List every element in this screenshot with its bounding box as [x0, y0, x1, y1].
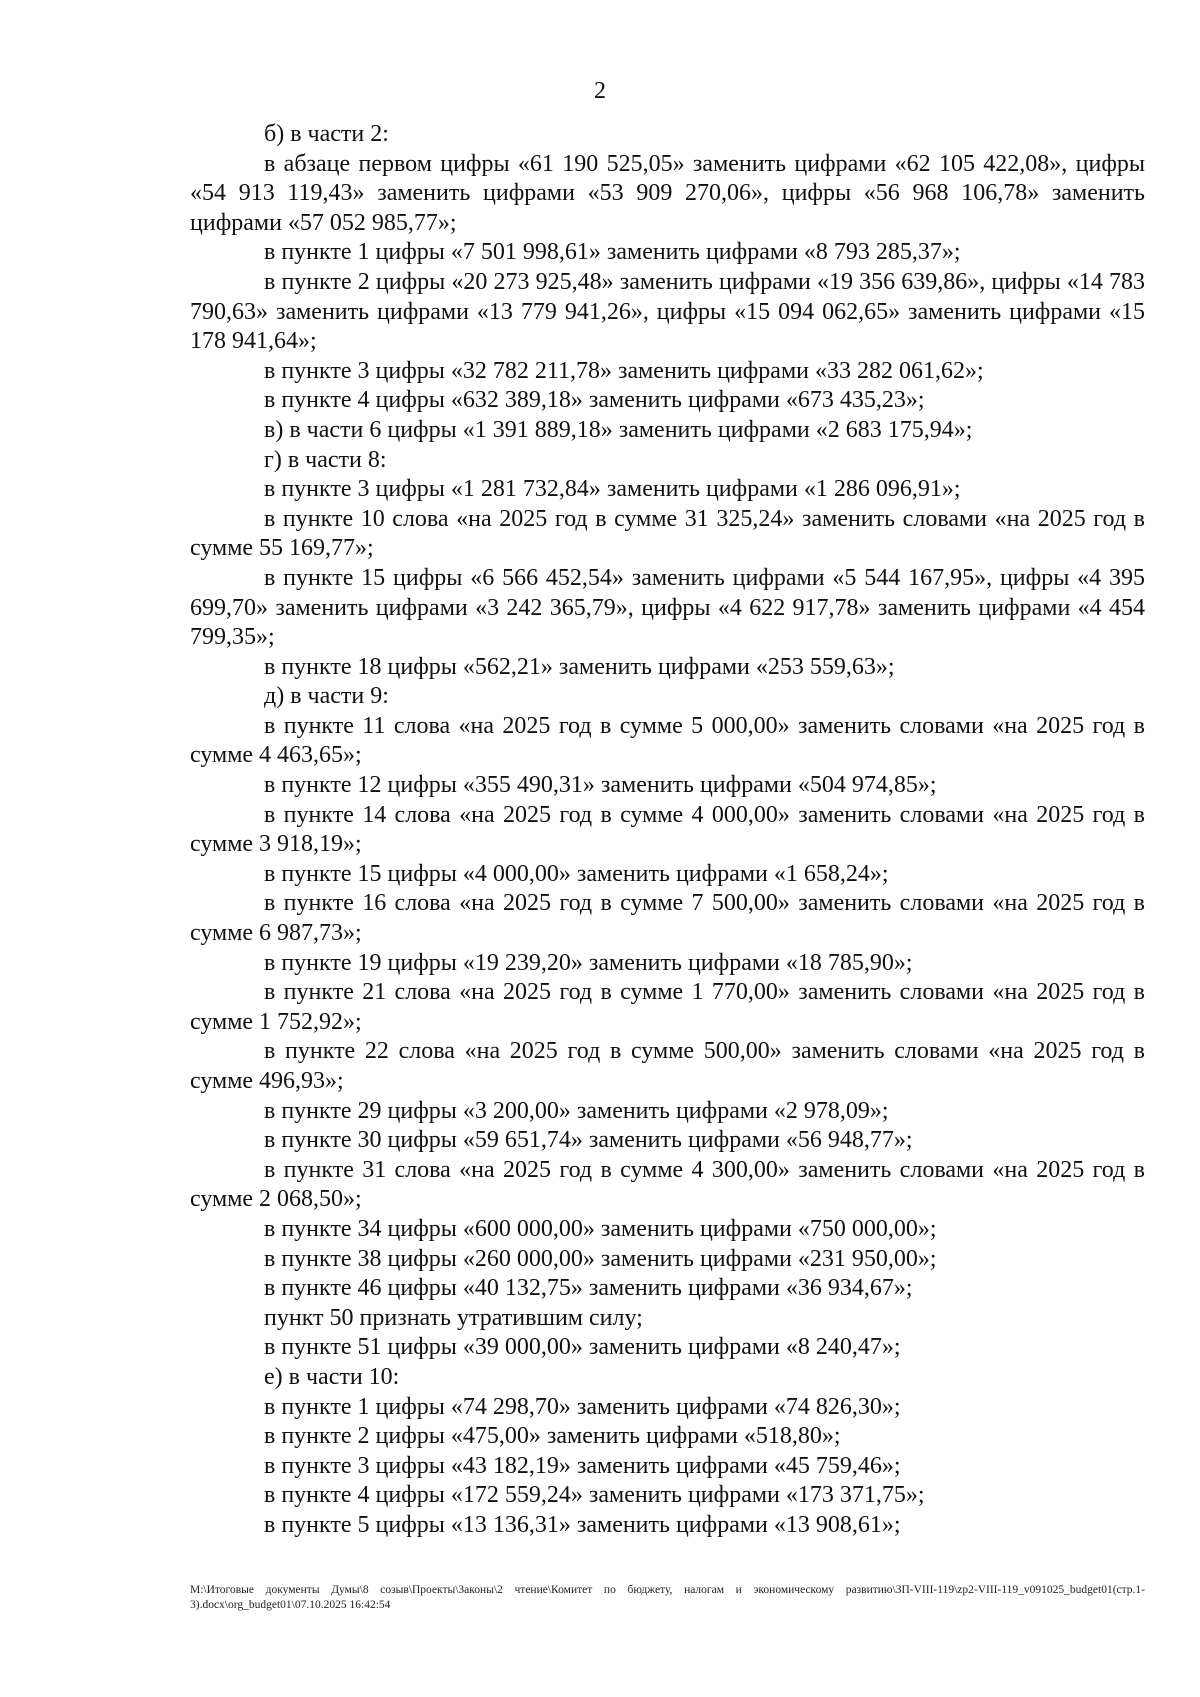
paragraph: б) в части 2:: [264, 121, 389, 147]
paragraph: в абзаце первом цифры «61 190 525,05» заменить цифрами «62 105 422,08», цифры «54 913 119,43» заменить цифрами «53 909 270,06», цифры «56 968 106,78» заменить цифрами «57 052 985,77»;: [190, 150, 1145, 236]
paragraph: в пункте 29 цифры «3 200,00» заменить цифрами «2 978,09»;: [264, 1097, 889, 1124]
paragraph: в пункте 46 цифры «40 132,75» заменить цифрами «36 934,67»;: [264, 1275, 913, 1302]
paragraph: в пункте 15 цифры «4 000,00» заменить цифрами «1 658,24»;: [264, 860, 889, 887]
paragraph: в пункте 2 цифры «475,00» заменить цифрами «518,80»;: [264, 1423, 841, 1450]
paragraph: в пункте 34 цифры «600 000,00» заменить цифрами «750 000,00»;: [264, 1215, 937, 1242]
paragraph: в пункте 3 цифры «32 782 211,78» заменить цифрами «33 282 061,62»;: [264, 357, 984, 384]
paragraph: в пункте 22 слова «на 2025 год в сумме 500,00» заменить словами «на 2025 год в сумме 496,93»;: [190, 1038, 1145, 1094]
paragraph: в пункте 4 цифры «172 559,24» заменить цифрами «173 371,75»;: [264, 1482, 925, 1509]
paragraph: в пункте 5 цифры «13 136,31» заменить цифрами «13 908,61»;: [264, 1511, 901, 1538]
paragraph: пункт 50 признать утратившим силу;: [264, 1304, 643, 1331]
paragraph: в пункте 11 слова «на 2025 год в сумме 5 000,00» заменить словами «на 2025 год в сумме 4 463,65»;: [190, 712, 1145, 769]
paragraph: в пункте 15 цифры «6 566 452,54» заменить цифрами «5 544 167,95», цифры «4 395 699,70» заменить цифрами «3 242 365,79», цифры «4 622 917,78» заменить цифрами «4 454 799,35»;: [190, 564, 1145, 651]
paragraph: в пункте 1 цифры «7 501 998,61» заменить цифрами «8 793 285,37»;: [264, 239, 961, 266]
paragraph: в пункте 10 слова «на 2025 год в сумме 31 325,24» заменить словами «на 2025 год в сумме 55 169,77»;: [190, 505, 1145, 562]
paragraph: в пункте 51 цифры «39 000,00» заменить цифрами «8 240,47»;: [264, 1334, 901, 1361]
paragraph: в пункте 31 слова «на 2025 год в сумме 4 300,00» заменить словами «на 2025 год в сумме 2 068,50»;: [190, 1156, 1145, 1213]
paragraph: в) в части 6 цифры «1 391 889,18» заменить цифрами «2 683 175,94»;: [264, 416, 973, 443]
paragraph: д) в части 9:: [264, 683, 389, 710]
file-path-footer: М:\Итоговые документы Думы\8 созыв\Проекты\Законы\2 чтение\Комитет по бюджету, налогам и экономическому развитию\ЗП-VIII-119\zp2-VIII-119_v091025_budget01(стр.1-3).docx\org_budget01\07.10.2025 16:42:54: [190, 1584, 1145, 1611]
paragraph: в пункте 16 слова «на 2025 год в сумме 7 500,00» заменить словами «на 2025 год в сумме 6 987,73»;: [190, 890, 1145, 947]
paragraph: в пункте 4 цифры «632 389,18» заменить цифрами «673 435,23»;: [264, 387, 925, 414]
paragraph: в пункте 18 цифры «562,21» заменить цифрами «253 559,63»;: [264, 653, 895, 680]
paragraph: в пункте 30 цифры «59 651,74» заменить цифрами «56 948,77»;: [264, 1127, 913, 1154]
document-body: [190, 120, 1145, 1541]
paragraph: е) в части 10:: [264, 1363, 400, 1390]
paragraph: в пункте 2 цифры «20 273 925,48» заменить цифрами «19 356 639,86», цифры «14 783 790,63» заменить цифрами «13 779 941,26», цифры «15 094 062,65» заменить цифрами «15 178 941,64»;: [190, 268, 1145, 355]
paragraph: г) в части 8:: [264, 446, 387, 473]
paragraph: в пункте 14 слова «на 2025 год в сумме 4 000,00» заменить словами «на 2025 год в сумме 3 918,19»;: [190, 801, 1145, 858]
paragraph: в пункте 19 цифры «19 239,20» заменить цифрами «18 785,90»;: [264, 949, 913, 976]
paragraph: в пункте 21 слова «на 2025 год в сумме 1 770,00» заменить словами «на 2025 год в сумме 1 752,92»;: [190, 979, 1145, 1035]
paragraph: в пункте 38 цифры «260 000,00» заменить цифрами «231 950,00»;: [264, 1245, 937, 1272]
page-number: 2: [594, 78, 606, 104]
paragraph: в пункте 12 цифры «355 490,31» заменить цифрами «504 974,85»;: [264, 772, 937, 799]
paragraph: в пункте 3 цифры «43 182,19» заменить цифрами «45 759,46»;: [264, 1452, 901, 1479]
paragraph: в пункте 3 цифры «1 281 732,84» заменить цифрами «1 286 096,91»;: [264, 476, 961, 503]
paragraph: в пункте 1 цифры «74 298,70» заменить цифрами «74 826,30»;: [264, 1393, 901, 1420]
